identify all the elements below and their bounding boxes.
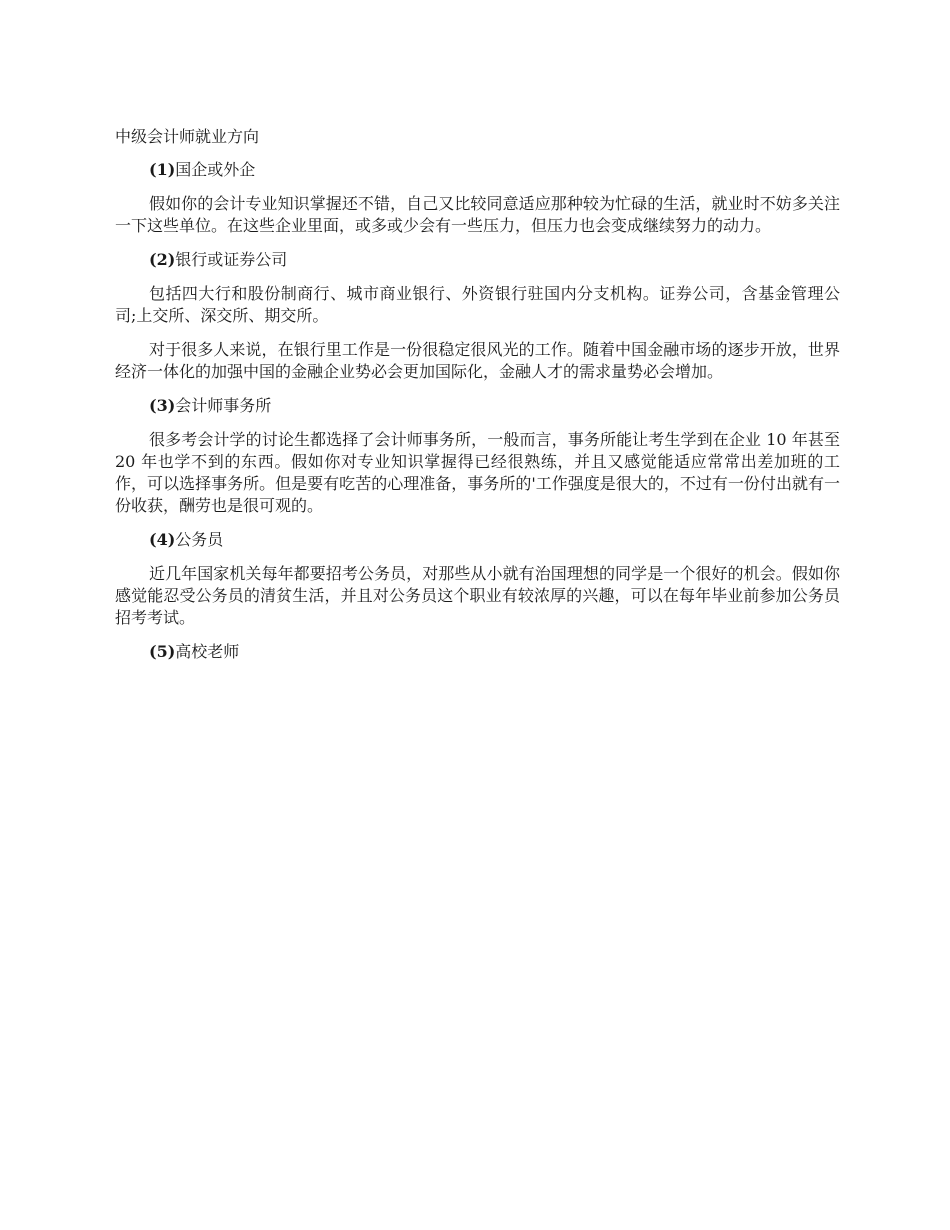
- section-heading-4: [115, 529, 840, 551]
- section-number-4: (4): [149, 530, 176, 549]
- section-title-2: 银行或证券公司: [175, 250, 288, 269]
- section-2-paragraph-1: 包括四大行和股份制商行、城市商业银行、外资银行驻国内分支机构。证券公司，含基金管理公司;上交所、深交所、期交所。: [115, 284, 840, 325]
- section-4-paragraph-1: 近几年国家机关每年都要招考公务员，对那些从小就有治国理想的同学是一个很好的机会。假如你感觉能忍受公务员的清贫生活，并且对公务员这个职业有较浓厚的兴趣，可以在每年毕业前参加公务员招考考试。: [115, 564, 840, 627]
- section-heading-5: [115, 641, 840, 663]
- section-title-5: 高校老师: [175, 642, 240, 661]
- document-page: [115, 126, 840, 675]
- section-heading-2: [115, 249, 840, 271]
- section-title-3: 会计师事务所: [175, 396, 272, 415]
- section-title-1: 国企或外企: [175, 160, 256, 179]
- section-number-5: (5): [149, 642, 176, 661]
- section-1-paragraph-1: 假如你的会计专业知识掌握还不错，自己又比较同意适应那种较为忙碌的生活，就业时不妨多关注一下这些单位。在这些企业里面，或多或少会有一些压力，但压力也会变成继续努力的动力。: [115, 194, 840, 235]
- section-number-3: (3): [149, 396, 176, 415]
- section-number-1: (1): [149, 160, 176, 179]
- section-title-4: 公务员: [175, 530, 224, 549]
- section-2-paragraph-2: 对于很多人来说，在银行里工作是一份很稳定很风光的工作。随着中国金融市场的逐步开放，世界经济一体化的加强中国的金融企业势必会更加国际化，金融人才的需求量势必会增加。: [115, 340, 840, 381]
- section-number-2: (2): [149, 250, 176, 269]
- section-heading-3: [115, 395, 840, 417]
- section-3-paragraph-1: 很多考会计学的讨论生都选择了会计师事务所，一般而言，事务所能让考生学到在企业 10 年甚至 20 年也学不到的东西。假如你对专业知识掌握得已经很熟练，并且又感觉能适应常常出差加班的工作，可以选择事务所。但是要有吃苦的心理准备，事务所的'工作强度是很大的，不过有一份付出就有一份收获，酬劳也是很可观的。: [115, 430, 840, 515]
- section-heading-1: [115, 159, 840, 181]
- document-title: 中级会计师就业方向: [115, 127, 260, 146]
